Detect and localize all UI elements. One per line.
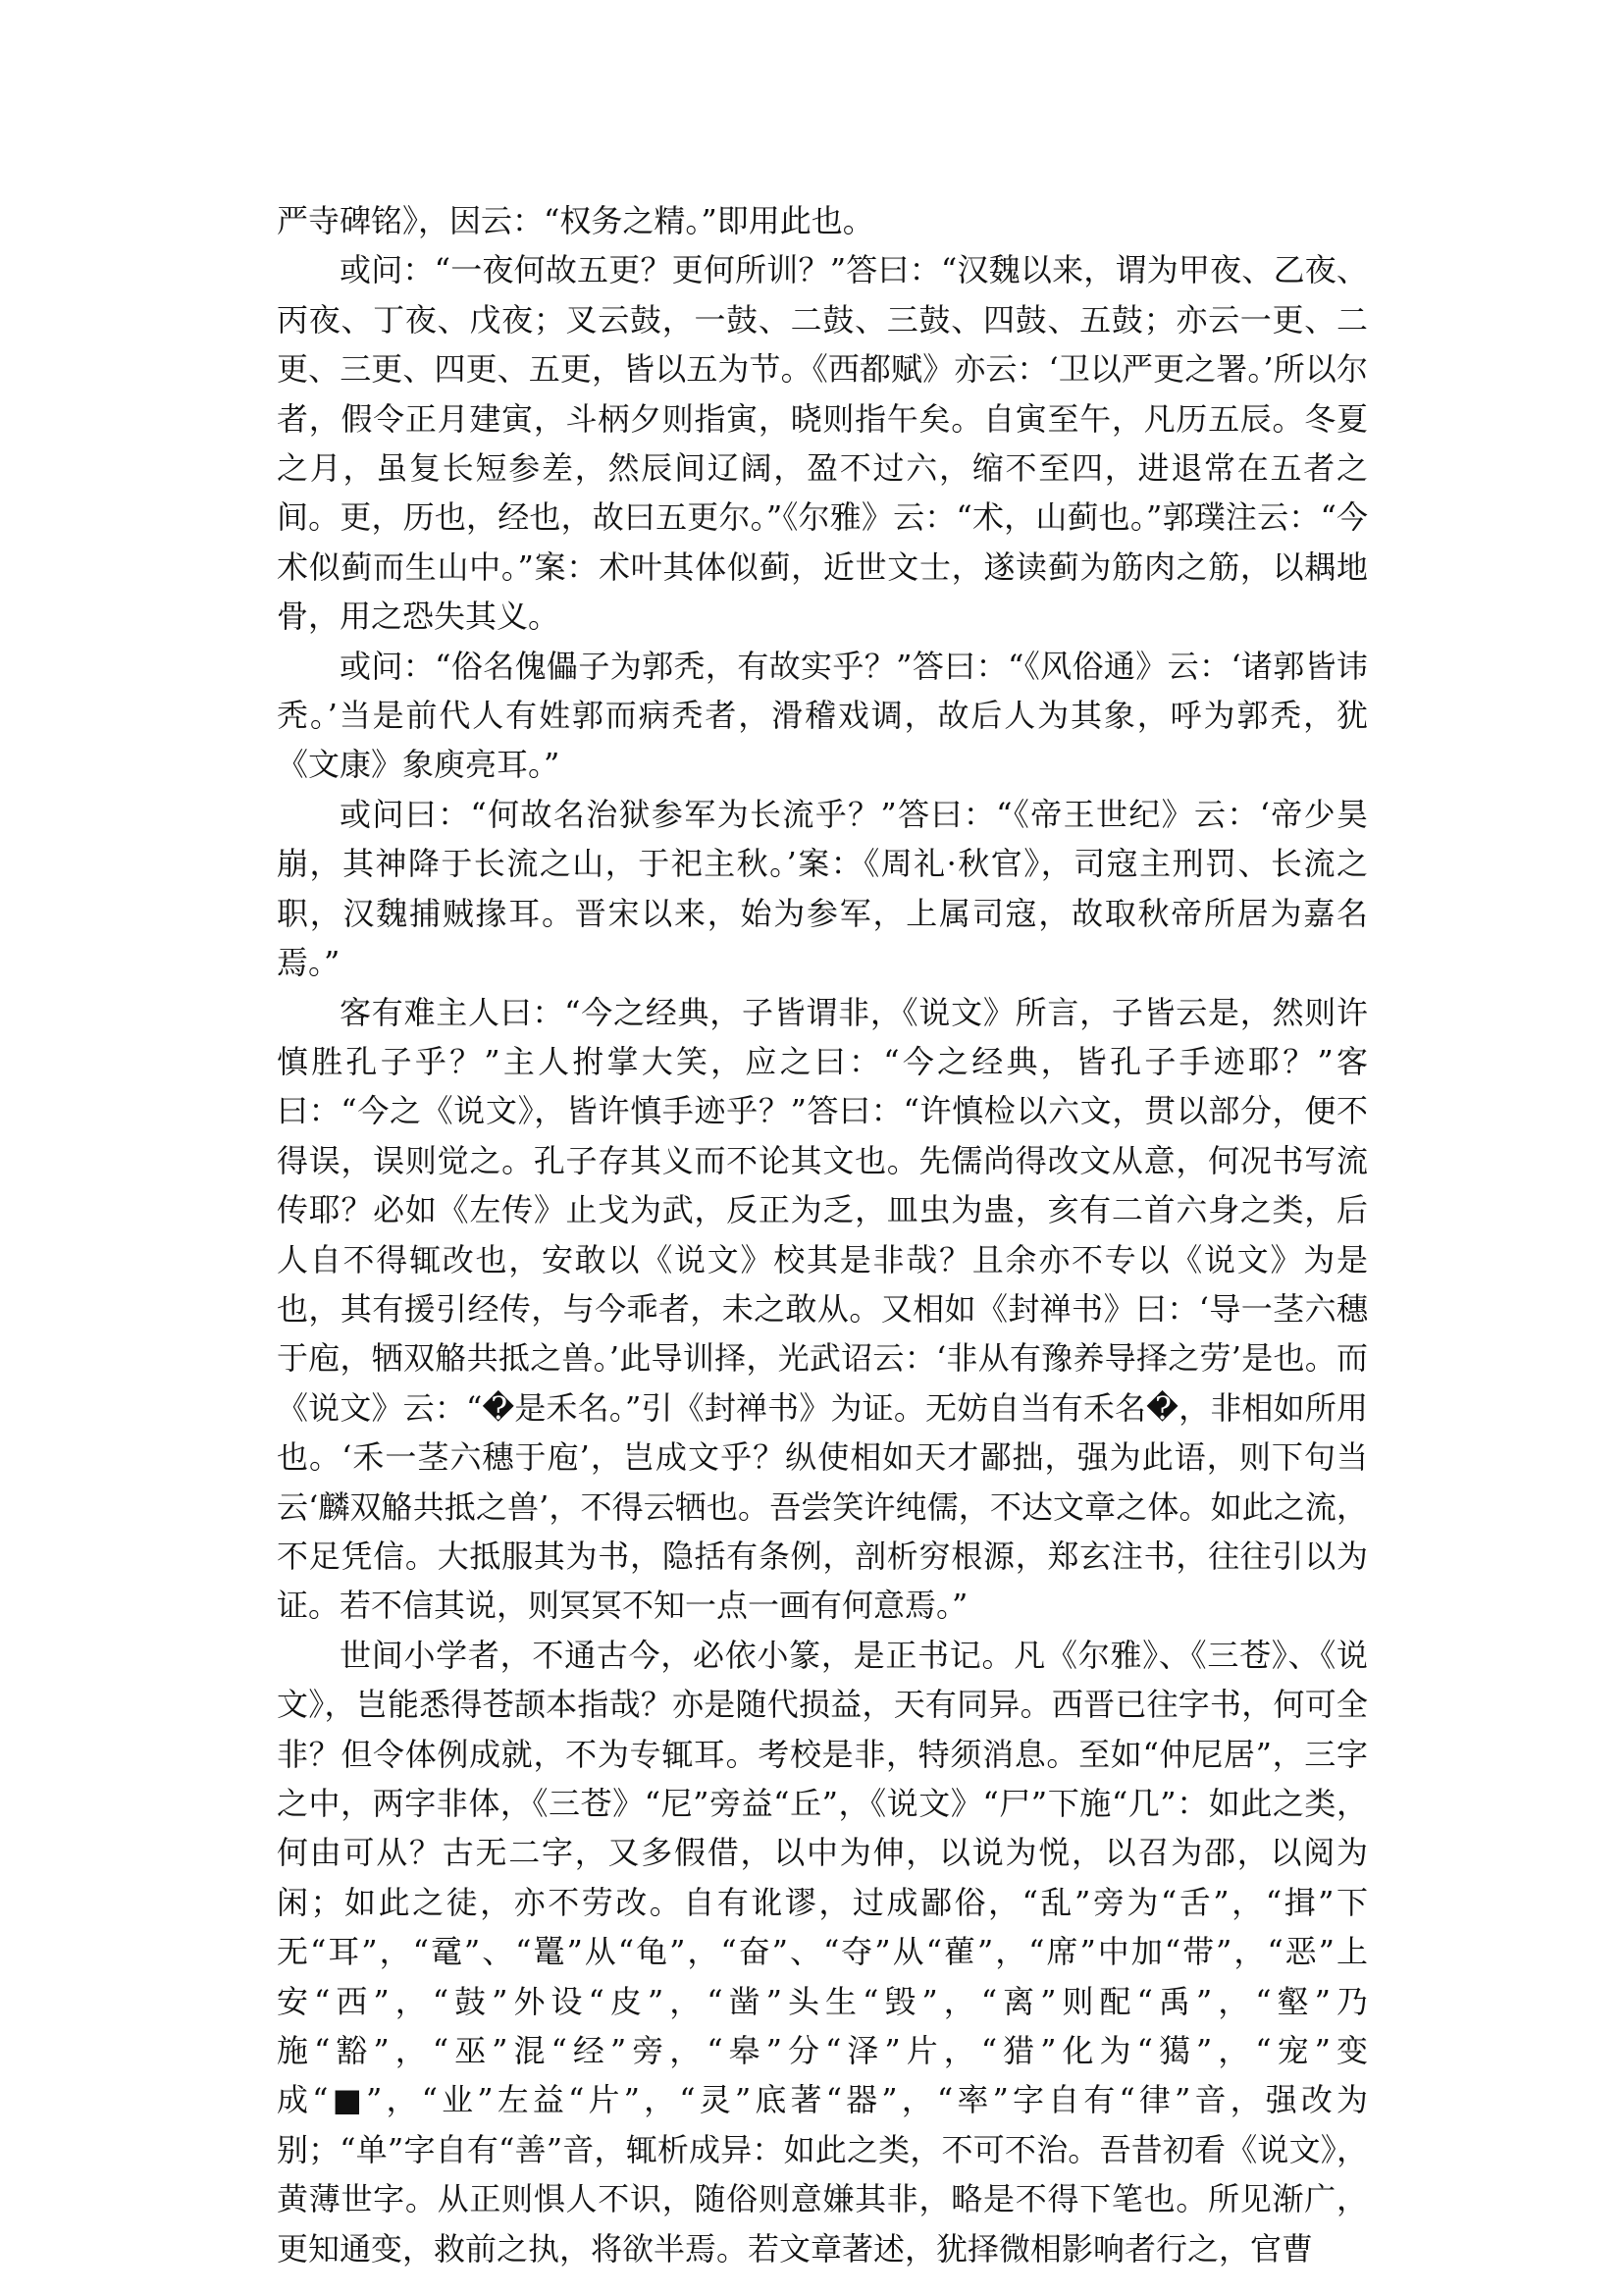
paragraph-5: 客有难主人曰：“今之经典，子皆谓非，《说文》所言，子皆云是，然则许慎胜孔子乎？”主人拊掌大笑，应之曰：“今之经典，皆孔子手迹耶？”客曰：“今之《说文》，皆许慎手迹乎？”答曰：“许慎检以六文，贯以部分，便不得误，误则觉之。孔子存其义而不论其文也。先儒尚得改文从意，何况书写流传耶？必如《左传》止戈为武，反正为乏，皿虫为蛊，亥有二首六身之类，后人自不得辄改也，安敢以《说文》校其是非哉？且余亦不专以《说文》为是也，其有援引经传，与今乖者，未之敢从。又相如《封禅书》曰：‘导一茎六穗于庖，牺双觡共抵之兽。’此导训择，光武诏云：‘非从有豫养导择之劳’是也。而《说文》云：“�是禾名。”引《封禅书》为证。无妨自当有禾名�，非相如所用也。‘禾一茎六穗于庖’，岂成文乎？纵使相如天才鄙拙，强为此语，则下句当云‘麟双觡共抵之兽’，不得云牺也。吾尝笑许纯儒，不达文章之体。如此之流，不足凭信。大抵服其为书，隐括有条例，剖析穷根源，郑玄注书，往往引以为证。若不信其说，则冥冥不知一点一画有何意焉。” [277,993,1368,1625]
paragraph-3: 或问：“俗名傀儡子为郭秃，有故实乎？”答曰：“《风俗通》云：‘诸郭皆讳秃。’当是前代人有姓郭而病秃者，滑稽戏调，故后人为其象，呼为郭秃，犹《文康》象庾亮耳。” [277,647,1368,784]
paragraph-6: 世间小学者，不通古今，必依小篆，是正书记。凡《尔雅》、《三苍》、《说文》，岂能悉得苍颉本指哉？亦是随代损益，天有同异。西晋已往字书，何可全非？但令体例成就，不为专辄耳。考校是非，特须消息。至如“仲尼居”，三字之中，两字非体，《三苍》“尼”旁益“丘”，《说文》“尸”下施“几”：如此之类，何由可从？古无二字，又多假借，以中为伸，以说为悦，以召为邵，以阅为闲；如此之徒，亦不劳改。自有讹谬，过成鄙俗，“乱”旁为“舌”，“揖”下无“耳”，“鼋”、“鼍”从“龟”，“奋”、“夺”从“雚”，“席”中加“带”，“恶”上安“西”，“鼓”外设“皮”，“凿”头生“毁”，“离”则配“禹”，“壑”乃施“豁”，“巫”混“经”旁，“皋”分“泽”片，“猎”化为“獦”，“宠”变成“■”，“业”左益“片”，“灵”底著“器”，“率”字自有“律”音，强改为别；“单”字自有“善”音，辄析成异：如此之类，不可不治。吾昔初看《说文》，黄薄世字。从正则惧人不识，随俗则意嫌其非，略是不得下笔也。所见渐广，更知通变，救前之执，将欲半焉。若文章著述，犹择微相影响者行之，官曹 [277,1636,1368,2268]
paragraph-2: 或问：“一夜何故五更？更何所训？”答曰：“汉魏以来，谓为甲夜、乙夜、丙夜、丁夜、戊夜；叉云鼓，一鼓、二鼓、三鼓、四鼓、五鼓；亦云一更、二更、三更、四更、五更，皆以五为节。《西都赋》亦云：‘卫以严更之署。’所以尔者，假令正月建寅，斗柄夕则指寅，晓则指午矣。自寅至午，凡历五辰。冬夏之月，虽复长短参差，然辰间辽阔，盈不过六，缩不至四，进退常在五者之间。更，历也，经也，故曰五更尔。”《尔雅》云：“术，山蓟也。”郭璞注云：“今术似蓟而生山中。”案：术叶其体似蓟，近世文士，遂读蓟为筋肉之筋，以耦地骨，用之恐失其义。 [277,251,1368,636]
paragraph-4: 或问曰：“何故名治狱参军为长流乎？”答曰：“《帝王世纪》云：‘帝少昊崩，其神降于长流之山，于祀主秋。’案：《周礼·秋官》，司寇主刑罚、长流之职，汉魏捕贼掾耳。晋宋以来，始为参军，上属司寇，故取秋帝所居为嘉名焉。” [277,795,1368,982]
document-page [277,196,1368,2273]
paragraph-1: 严寺碑铭》，因云：“权务之精。”即用此也。 [277,202,874,239]
